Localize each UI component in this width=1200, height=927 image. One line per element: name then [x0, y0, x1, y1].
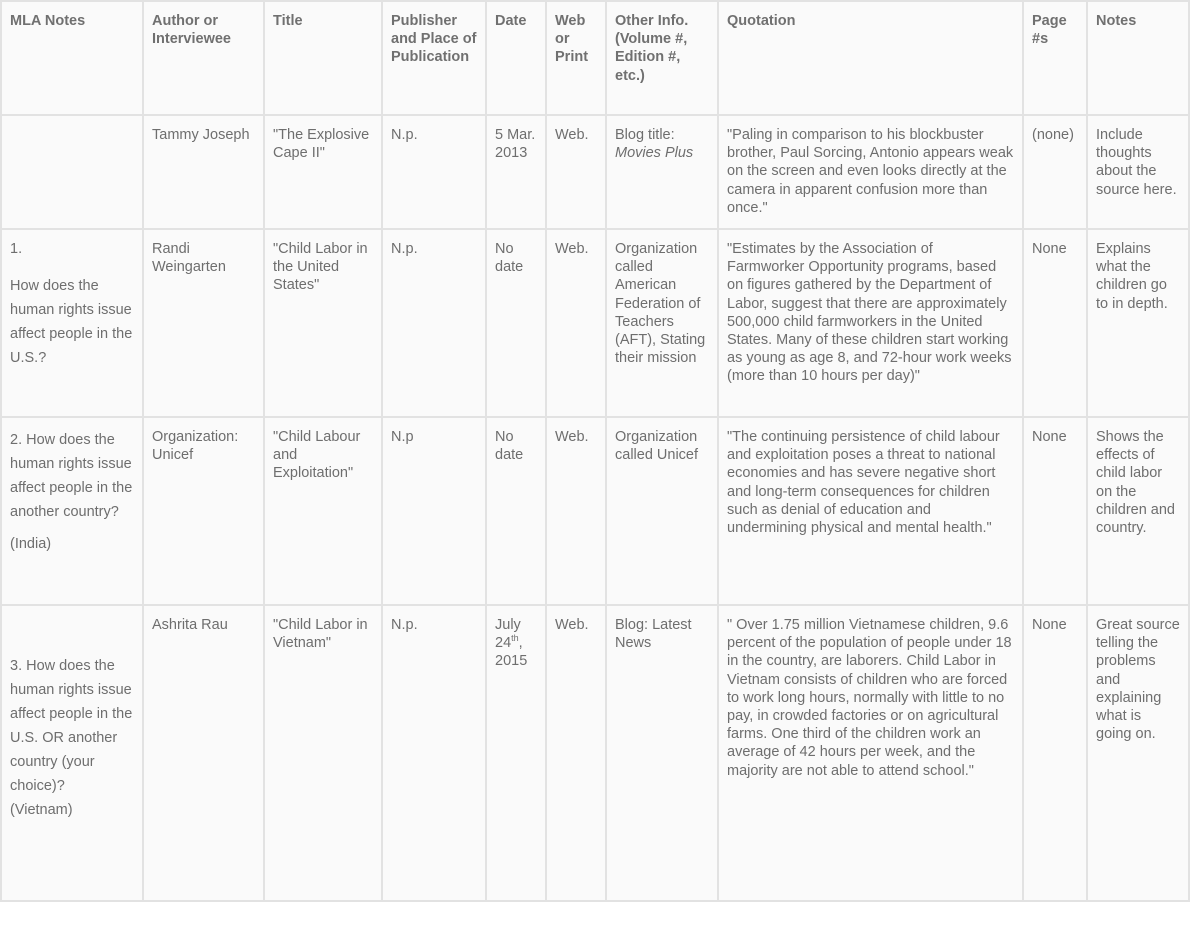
other-info-prefix: Blog title:	[615, 127, 675, 143]
cell-date[interactable]: No date	[486, 229, 546, 417]
table-row	[1, 605, 1189, 901]
header-row	[1, 1, 1189, 115]
table-row	[1, 229, 1189, 417]
cell-date[interactable]: No date	[486, 417, 546, 605]
cell-author[interactable]: Ashrita Rau	[143, 605, 264, 901]
cell-web-or-print[interactable]: Web.	[546, 229, 606, 417]
question-text: How does the human rights issue affect people in the U.S.?	[10, 278, 133, 367]
header-page-numbers: Page #s	[1023, 1, 1087, 115]
cell-page-numbers[interactable]: None	[1023, 605, 1087, 901]
cell-other-info[interactable]	[606, 115, 718, 229]
header-author: Author or Interviewee	[143, 1, 264, 115]
cell-title[interactable]: "Child Labor in Vietnam"	[264, 605, 382, 901]
other-info-blog-title: Movies Plus	[615, 145, 694, 162]
cell-mla-notes[interactable]	[1, 417, 143, 605]
date-text: July 24	[495, 617, 521, 652]
cell-notes[interactable]: Include thoughts about the source here.	[1087, 115, 1189, 229]
cell-mla-notes[interactable]	[1, 605, 143, 901]
question-country: (India)	[10, 536, 52, 552]
header-web-or-print: Web or Print	[546, 1, 606, 115]
header-notes: Notes	[1087, 1, 1189, 115]
cell-quotation[interactable]: "Paling in comparison to his blockbuster brother, Paul Sorcing, Antonio appears weak on the screen and even looks directly at the camera in apparent confusion more than once."	[718, 115, 1023, 229]
cell-title[interactable]: "Child Labour and Exploitation"	[264, 417, 382, 605]
cell-publisher[interactable]: N.p.	[382, 229, 486, 417]
cell-notes[interactable]: Explains what the children go to in depth.	[1087, 229, 1189, 417]
table-row	[1, 115, 1189, 229]
cell-publisher[interactable]: N.p.	[382, 605, 486, 901]
header-title: Title	[264, 1, 382, 115]
header-mla-notes: MLA Notes	[1, 1, 143, 115]
header-quotation: Quotation	[718, 1, 1023, 115]
cell-page-numbers[interactable]: (none)	[1023, 115, 1087, 229]
question-number: 1.	[10, 241, 23, 257]
cell-quotation[interactable]: "The continuing persistence of child labour and exploitation poses a threat to national economies and has severe negative short and long-term consequences for children such as denial of education and undermining physical and mental health."	[718, 417, 1023, 605]
cell-page-numbers[interactable]: None	[1023, 417, 1087, 605]
cell-mla-notes[interactable]	[1, 115, 143, 229]
cell-other-info[interactable]: Organization called Unicef	[606, 417, 718, 605]
cell-web-or-print[interactable]: Web.	[546, 417, 606, 605]
question-country: (Vietnam)	[10, 802, 73, 818]
cell-page-numbers[interactable]: None	[1023, 229, 1087, 417]
cell-mla-notes[interactable]	[1, 229, 143, 417]
cell-other-info[interactable]: Organization called American Federation of Teachers (AFT), Stating their mission	[606, 229, 718, 417]
cell-publisher[interactable]: N.p.	[382, 115, 486, 229]
cell-publisher[interactable]: N.p	[382, 417, 486, 605]
header-other-info: Other Info. (Volume #, Edition #, etc.)	[606, 1, 718, 115]
header-date: Date	[486, 1, 546, 115]
cell-quotation[interactable]: "Estimates by the Association of Farmworker Opportunity programs, based on figures gathered by the Department of Labor, suggest that there are approximately 500,000 child farmworkers in the United States. Many of these children start working as young as age 8, and 72-hour work weeks (more than 10 hours per day)"	[718, 229, 1023, 417]
cell-web-or-print[interactable]: Web.	[546, 605, 606, 901]
cell-quotation[interactable]: " Over 1.75 million Vietnamese children, 9.6 percent of the population of people under 18 in the country, are laborers. Child Labor in Vietnam consists of children who are forced to work long hours, normally with little to no pay, in crowded factories or on agricultural farms. One third of the children work an average of 42 hours per week, and the majority are not able to attend school."	[718, 605, 1023, 901]
cell-author[interactable]: Randi Weingarten	[143, 229, 264, 417]
cell-author[interactable]: Organization: Unicef	[143, 417, 264, 605]
cell-title[interactable]: "Child Labor in the United States"	[264, 229, 382, 417]
cell-date[interactable]	[486, 605, 546, 901]
cell-author[interactable]: Tammy Joseph	[143, 115, 264, 229]
date-year: , 2015	[495, 635, 528, 670]
cell-title[interactable]: "The Explosive Cape II"	[264, 115, 382, 229]
cell-notes[interactable]: Great source telling the problems and explaining what is going on.	[1087, 605, 1189, 901]
header-publisher: Publisher and Place of Publication	[382, 1, 486, 115]
cell-web-or-print[interactable]: Web.	[546, 115, 606, 229]
question-text: 3. How does the human rights issue affect people in the U.S. OR another country (your choice)?	[10, 658, 133, 794]
table-row	[1, 417, 1189, 605]
date-superscript: th	[511, 633, 519, 644]
question-text: 2. How does the human rights issue affect people in the another country?	[10, 432, 133, 520]
cell-other-info[interactable]: Blog: Latest News	[606, 605, 718, 901]
cell-date[interactable]: 5 Mar. 2013	[486, 115, 546, 229]
cell-notes[interactable]: Shows the effects of child labor on the children and country.	[1087, 417, 1189, 605]
